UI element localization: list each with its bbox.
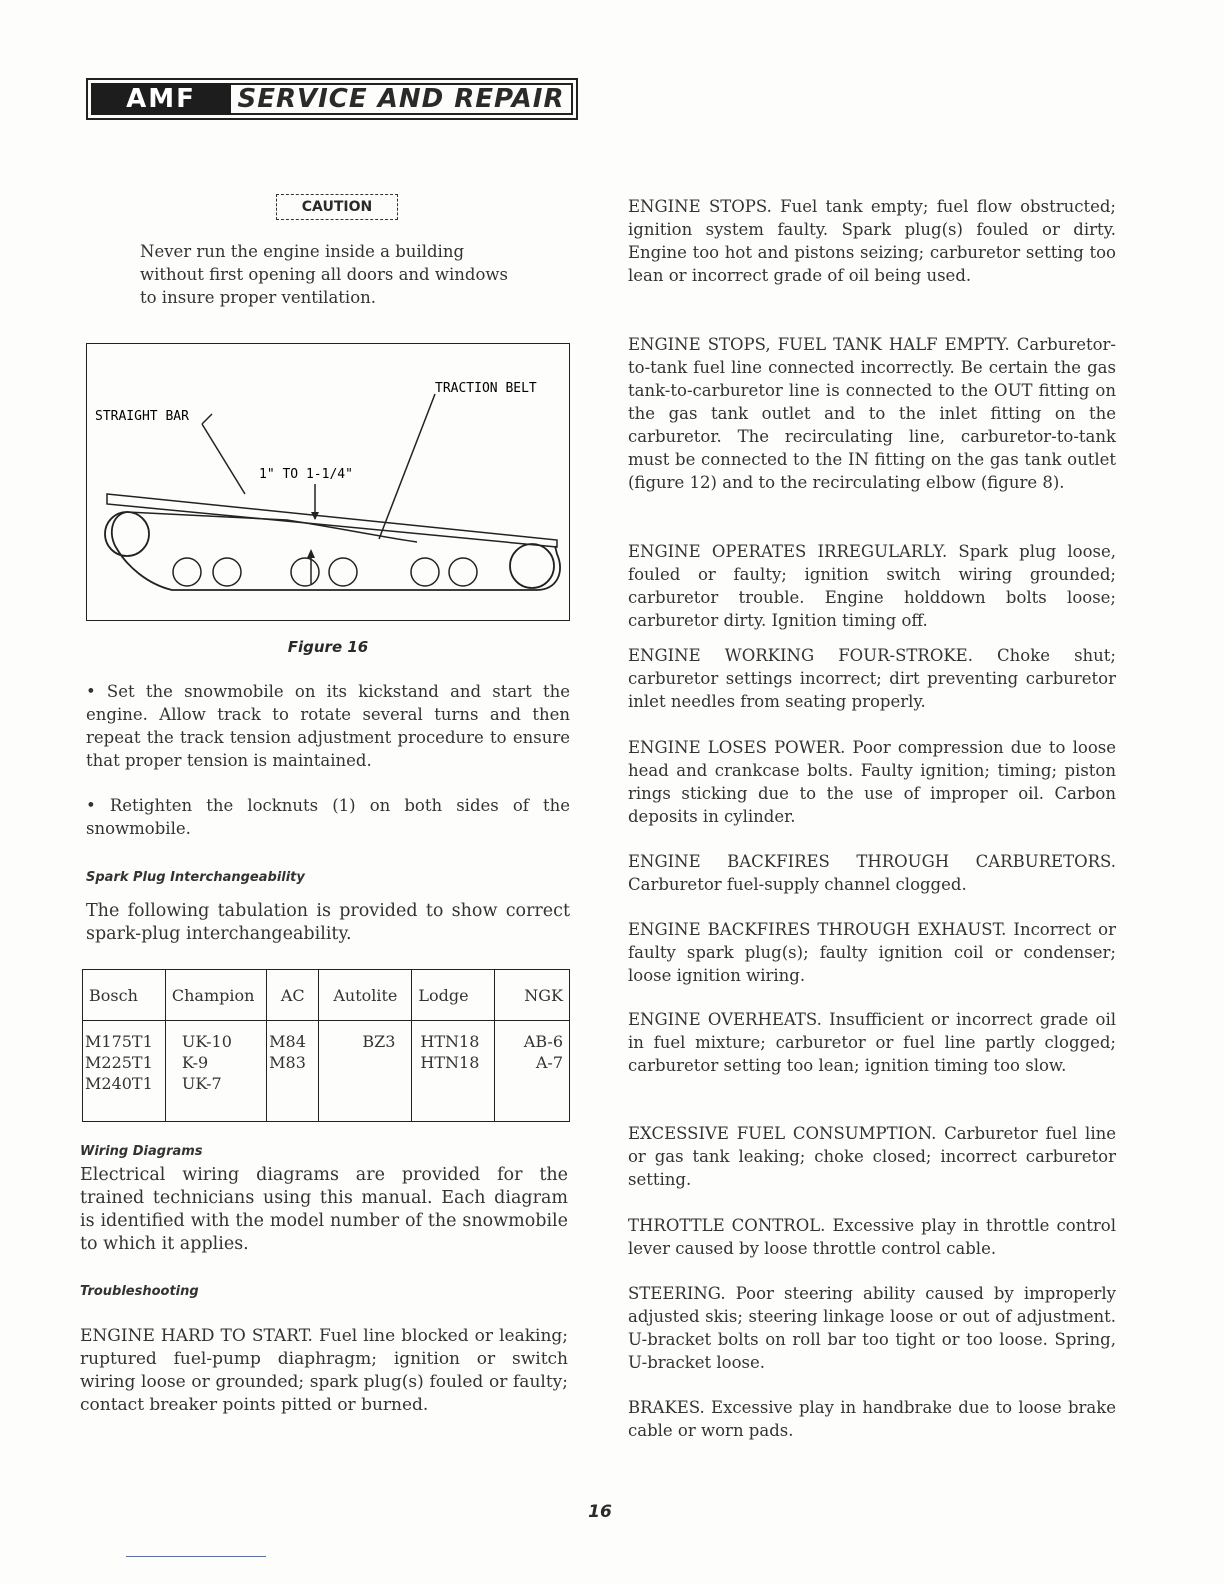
straight-bar-label: STRAIGHT BAR [95, 409, 189, 424]
figure-16-box [86, 343, 570, 621]
troubleshooting-entry: STEERING. Poor steering ability caused by improperly adjusted skis; steering linkage loose or out of adjustment. U-bracket bolts on roll bar too tight or too loose. Spring, U-bracket loose. [628, 1284, 1116, 1372]
table-header: Champion [165, 970, 266, 1021]
troubleshooting-heading: Troubleshooting [80, 1284, 199, 1299]
header-title: SERVICE AND REPAIR [231, 83, 573, 115]
table-header: AC [267, 970, 319, 1021]
troubleshooting-entry: ENGINE WORKING FOUR-STROKE. Choke shut; carburetor settings incorrect; dirt preventing carburetor inlet needles from seating properly. [628, 646, 1116, 711]
left-paragraph-1: • Set the snowmobile on its kickstand and start the engine. Allow track to rotate several turns and then repeat the track tension adjustment procedure to ensure that proper tension is maintained. [86, 682, 570, 770]
table-header-row [83, 970, 570, 1021]
troubleshooting-entry: ENGINE BACKFIRES THROUGH CARBURETORS. Carburetor fuel-supply channel clogged. [628, 852, 1116, 894]
measurement-label: 1" TO 1-1/4" [259, 467, 353, 482]
table-cell: BZ3 [319, 1021, 412, 1122]
troubleshooting-entry: ENGINE STOPS, FUEL TANK HALF EMPTY. Carburetor-to-tank fuel line connected incorrectly. Be certain the gas tank-to-carburetor line is connected to the OUT fitting on the gas tank outlet and to the inlet fitting on the carburetor. The recirculating line, carburetor-to-tank must be connected to the IN fitting on the gas tank outlet (figure 12) and to the recirculating elbow (figure 8). [628, 335, 1116, 492]
traction-belt-label: TRACTION BELT [435, 381, 537, 396]
caution-text: Never run the engine inside a building without first opening all doors and windows to insure proper ventilation. [140, 242, 508, 307]
table-header: Bosch [83, 970, 166, 1021]
spark-plug-intro: The following tabulation is provided to show correct spark-plug interchangeability. [86, 901, 570, 944]
wiring-heading: Wiring Diagrams [80, 1144, 203, 1159]
table-cell: HTN18 HTN18 [412, 1021, 495, 1122]
table-header: Lodge [412, 970, 495, 1021]
table-cell: UK-10 K-9 UK-7 [165, 1021, 266, 1122]
troubleshooting-entry: ENGINE LOSES POWER. Poor compression due to loose head and crankcase bolts. Faulty ignition; timing; piston rings sticking due to the use of improper oil. Carbon deposits in cylinder. [628, 738, 1116, 826]
spark-plug-table [82, 969, 570, 1122]
page-number: 16 [588, 1502, 612, 1522]
caution-label: CAUTION [276, 194, 398, 220]
wiring-text: Electrical wiring diagrams are provided for the trained technicians using this manual. Each diagram is identified with the model number of the snowmobile to which it applies. [80, 1165, 568, 1254]
troubleshooting-entry: ENGINE OPERATES IRREGULARLY. Spark plug loose, fouled or faulty; ignition switch wiring grounded; carburetor trouble. Engine holddown bolts loose; carburetor dirty. Ignition timing off. [628, 542, 1116, 630]
troubleshooting-entry: THROTTLE CONTROL. Excessive play in throttle control lever caused by loose throttle control cable. [628, 1216, 1116, 1258]
troubleshooting-entry: ENGINE BACKFIRES THROUGH EXHAUST. Incorrect or faulty spark plug(s); faulty ignition coil or condenser; loose ignition wiring. [628, 920, 1116, 985]
troubleshooting-entry: BRAKES. Excessive play in handbrake due to loose brake cable or worn pads. [628, 1398, 1116, 1440]
table-cell: AB-6 A-7 [495, 1021, 570, 1122]
table-cell: M175T1 M225T1 M240T1 [83, 1021, 166, 1122]
spark-plug-table-wrap [82, 969, 572, 1122]
table-row [83, 1021, 570, 1122]
footer-rule [126, 1556, 266, 1557]
troubleshooting-entry: ENGINE STOPS. Fuel tank empty; fuel flow obstructed; ignition system faulty. Spark plug(s) fouled or dirty. Engine too hot and pistons seizing; carburetor setting too lean or incorrect grade of oil being used. [628, 197, 1116, 285]
spark-plug-heading: Spark Plug Interchangeability [86, 870, 305, 885]
table-header: Autolite [319, 970, 412, 1021]
troubleshooting-entry: ENGINE OVERHEATS. Insufficient or incorrect grade oil in fuel mixture; carburetor or fuel line partly clogged; carburetor setting too lean; ignition timing too slow. [628, 1010, 1116, 1075]
troubleshooting-entry: EXCESSIVE FUEL CONSUMPTION. Carburetor fuel line or gas tank leaking; choke closed; incorrect carburetor setting. [628, 1124, 1116, 1189]
left-paragraph-2: • Retighten the locknuts (1) on both sides of the snowmobile. [86, 796, 570, 838]
track-tension-diagram [87, 344, 569, 620]
amf-logo: AMF [91, 83, 231, 115]
troubleshooting-entry-left: ENGINE HARD TO START. Fuel line blocked or leaking; ruptured fuel-pump diaphragm; ignition or switch wiring loose or grounded; spark plug(s) fouled or faulty; contact breaker points pitted or burned. [80, 1326, 568, 1415]
table-header: NGK [495, 970, 570, 1021]
table-cell: M84 M83 [267, 1021, 319, 1122]
figure-caption: Figure 16 [287, 638, 369, 656]
page-header [86, 78, 578, 120]
